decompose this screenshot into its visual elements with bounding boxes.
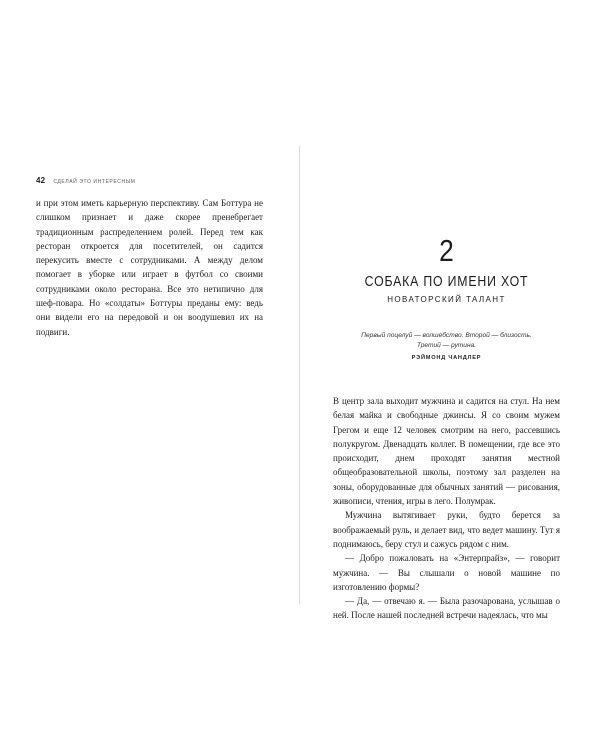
page-number: 42 [36, 176, 46, 185]
chapter-subtitle: НОВАТОРСКИЙ ТАЛАНТ [387, 295, 506, 304]
paragraph: В центр зала выходит мужчина и садится на стул. На нем белая майка и свободные джинсы. Я со своим мужем Грегом и еще 12 человек смотрим на него, рассевшись полукругом. Двенадцать коллег. В помещении, где все это происходит, днем проходят занятия местной общеобразовательной школы, поэтому зал разделен на зоны, оборудованные для обычных занятий — рисования, живописи, чтения, игры в лего. Полумрак. [333, 396, 560, 507]
running-header [36, 176, 263, 188]
paragraph: — Добро пожаловать на «Энтерпрайз», — говорит мужчина. — Вы слышали о новой машине по изготовлению формы? [333, 553, 560, 592]
left-page-body [36, 196, 263, 339]
paragraph: Мужчина вытягивает руки, будто берется за воображаемый руль, и делает вид, что ведет машину. Тут я поднимаюсь, беру стул и сажусь рядом с ним. [333, 510, 560, 549]
epigraph-line: Первый поцелуй — волшебство. Второй — близость. [361, 332, 532, 339]
paragraph: и при этом иметь карьерную перспективу. Сам Боттура не слишком признает и даже скорее пренебрегает традиционным распределением ролей. Перед тем как ресторан откроется для посетителей, он садится перекусить вместе с сотрудниками. А между делом помогает в уборке или играет в футбол со своими сотрудниками около ресторана. Все это нетипично для шеф-повара. Но «солдаты» Боттуры преданы ему: ведь они видели его на передовой и он воодушевил их на подвиги. [36, 198, 263, 337]
chapter-number: 2 [439, 233, 454, 268]
right-page-body [333, 394, 560, 623]
chapter-title: СОБАКА ПО ИМЕНИ ХОТ [364, 273, 529, 290]
right-page [333, 146, 560, 623]
epigraph [333, 331, 560, 351]
epigraph-line: Третий — рутина. [416, 342, 477, 349]
paragraph: — Да, — отвечаю я. — Была разочарована, услышав о ней. После нашей последней встречи надеялась, что мы [333, 596, 560, 621]
left-page [36, 176, 263, 339]
page-gutter [299, 146, 300, 604]
running-title: СДЕЛАЙ ЭТО ИНТЕРЕСНЫМ [53, 179, 136, 185]
epigraph-author: РЭЙМОНД ЧАНДЛЕР [411, 355, 482, 361]
